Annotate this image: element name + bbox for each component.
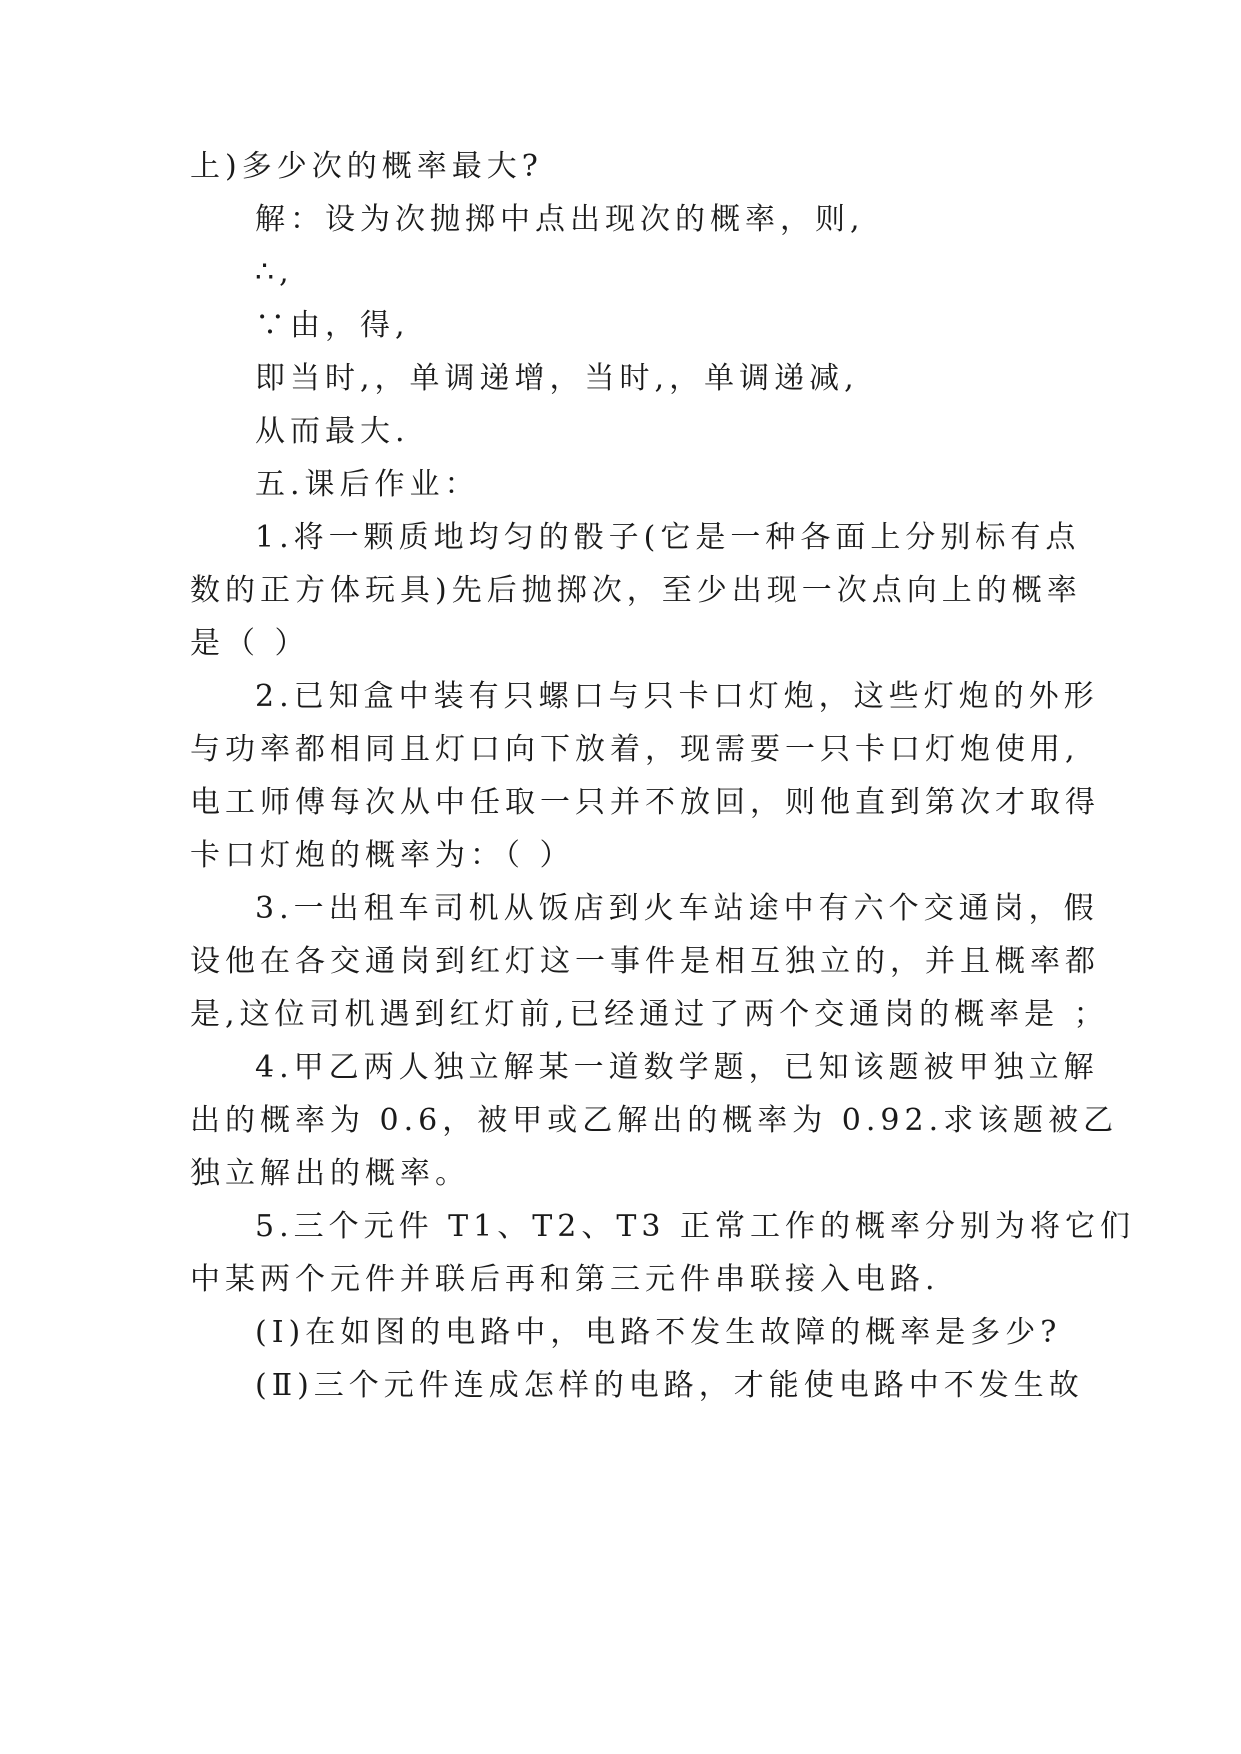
text-line: (Ⅰ)在如图的电路中，电路不发生故障的概率是多少? [255,1315,1062,1350]
text-line: 设他在各交通岗到红灯这一事件是相互独立的，并且概率都 [190,944,1100,979]
text-line: 2.已知盒中装有只螺口与只卡口灯炮，这些灯炮的外形 [255,679,1099,714]
text-line: 5.三个元件 T1、T2、T3 正常工作的概率分别为将它们 [255,1209,1135,1244]
text-line: 中某两个元件并联后再和第三元件串联接入电路. [190,1262,940,1297]
text-line: 是（ ） [190,626,310,661]
text-line: 从而最大. [255,414,410,449]
text-line: 3.一出租车司机从饭店到火车站途中有六个交通岗，假 [255,891,1099,926]
text-line: ∴, [255,255,294,290]
text-line: 独立解出的概率。 [190,1156,470,1191]
text-line: 是,这位司机遇到红灯前,已经通过了两个交通岗的概率是 ； [190,997,1109,1032]
text-line: 4.甲乙两人独立解某一道数学题，已知该题被甲独立解 [255,1050,1099,1085]
text-line: ∵由，得, [255,308,410,343]
text-line: (Ⅱ)三个元件连成怎样的电路，才能使电路中不发生故 [255,1368,1084,1403]
text-line: 电工师傅每次从中任取一只并不放回，则他直到第次才取得 [190,785,1100,820]
text-line: 解：设为次抛掷中点出现次的概率，则, [255,202,865,237]
section-heading: 五.课后作业： [255,467,480,502]
text-line: 即当时,，单调递增，当时,，单调递减, [255,361,859,396]
text-line: 卡口灯炮的概率为：（ ） [190,838,575,873]
text-line: 出的概率为 0.6，被甲或乙解出的概率为 0.92.求该题被乙 [190,1103,1119,1138]
text-line: 数的正方体玩具)先后抛掷次，至少出现一次点向上的概率 [190,573,1082,608]
text-line: 上)多少次的概率最大? [190,149,543,184]
text-line: 与功率都相同且灯口向下放着，现需要一只卡口灯炮使用, [190,732,1080,767]
text-line: 1.将一颗质地均匀的骰子(它是一种各面上分别标有点 [255,520,1081,555]
